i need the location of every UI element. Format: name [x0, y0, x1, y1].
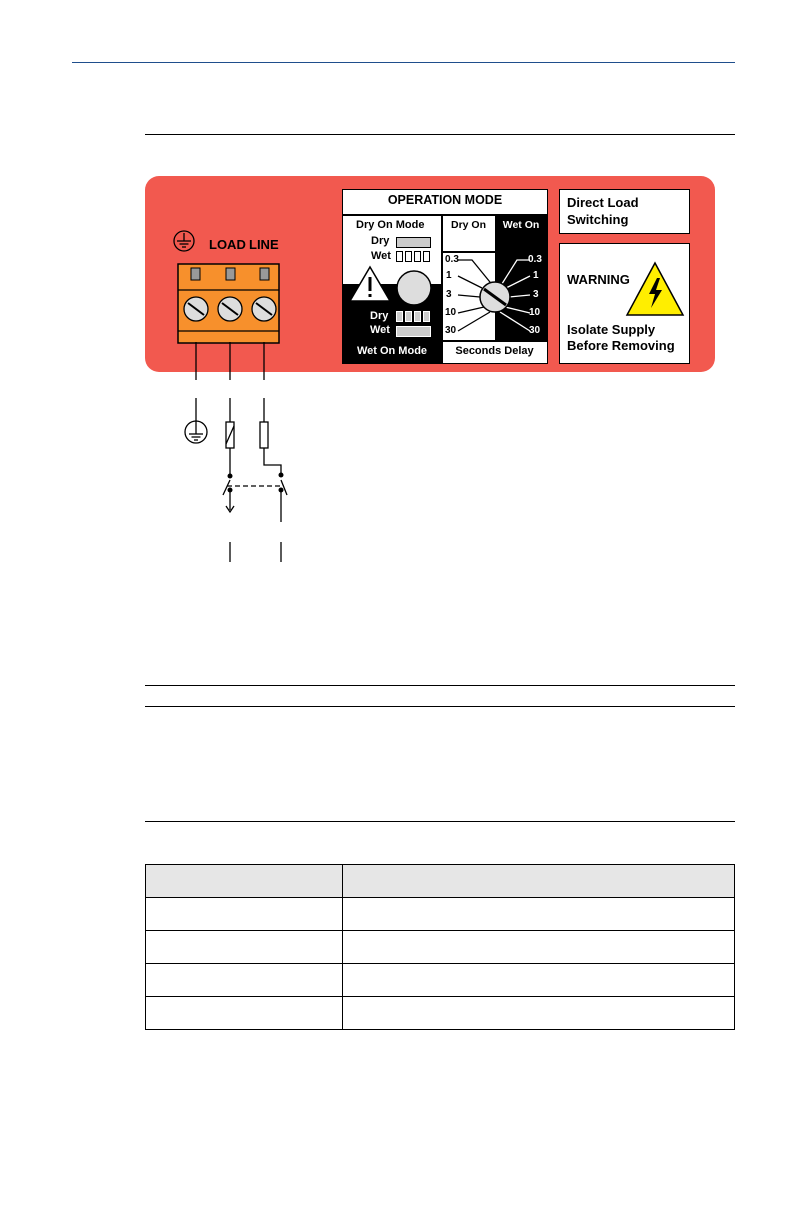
caution-icon — [348, 265, 398, 305]
delay-left-0: 0.3 — [445, 254, 459, 265]
wet-indicator-segments — [396, 251, 432, 263]
delay-left-1: 1 — [446, 270, 452, 281]
table-row — [146, 931, 735, 964]
wet-on-header: Wet On — [502, 219, 540, 231]
load-label: LOAD — [209, 237, 246, 252]
table-header-row — [146, 865, 735, 898]
seconds-delay-label: Seconds Delay — [455, 345, 534, 357]
dry-indicator-solid — [396, 237, 431, 248]
section-rule-top — [145, 134, 735, 135]
wet-label-top: Wet — [371, 250, 391, 262]
direct-load-line2: Switching — [567, 212, 629, 227]
dry-indicator-segments — [396, 311, 432, 323]
delay-right-1: 1 — [533, 270, 539, 281]
delay-right-3: 10 — [529, 307, 541, 318]
dry-label-bottom: Dry — [370, 310, 389, 322]
section-rule-b — [145, 706, 735, 707]
delay-right-4: 30 — [529, 325, 541, 336]
delay-left-4: 30 — [445, 325, 457, 336]
dry-label-top: Dry — [371, 235, 390, 247]
warning-title: WARNING — [567, 272, 630, 287]
warning-line1: Isolate Supply — [567, 322, 656, 337]
spec-table — [145, 864, 735, 1030]
table-row — [146, 997, 735, 1030]
dry-on-mode-label: Dry On Mode — [356, 219, 425, 231]
delay-right-0: 0.3 — [528, 254, 542, 265]
header-rule — [72, 62, 735, 63]
table-row — [146, 898, 735, 931]
mode-button[interactable] — [394, 268, 434, 308]
section-rule-a — [145, 685, 735, 686]
dry-on-header: Dry On — [450, 219, 486, 231]
table-row — [146, 964, 735, 997]
delay-right-2: 3 — [533, 289, 539, 300]
wet-on-mode-label: Wet On Mode — [356, 345, 428, 357]
direct-load-line1: Direct Load — [567, 195, 639, 210]
line-label: LINE — [249, 237, 279, 252]
operation-mode-title: OPERATION MODE — [387, 193, 503, 207]
wet-indicator-solid — [396, 326, 431, 337]
delay-left-2: 3 — [446, 289, 452, 300]
ground-icon — [174, 231, 194, 251]
wet-label-bottom: Wet — [370, 324, 390, 336]
high-voltage-icon — [624, 260, 686, 318]
wiring-schematic — [160, 340, 300, 565]
warning-line2: Before Removing — [567, 338, 675, 353]
delay-left-3: 10 — [445, 307, 457, 318]
section-rule-c — [145, 821, 735, 822]
